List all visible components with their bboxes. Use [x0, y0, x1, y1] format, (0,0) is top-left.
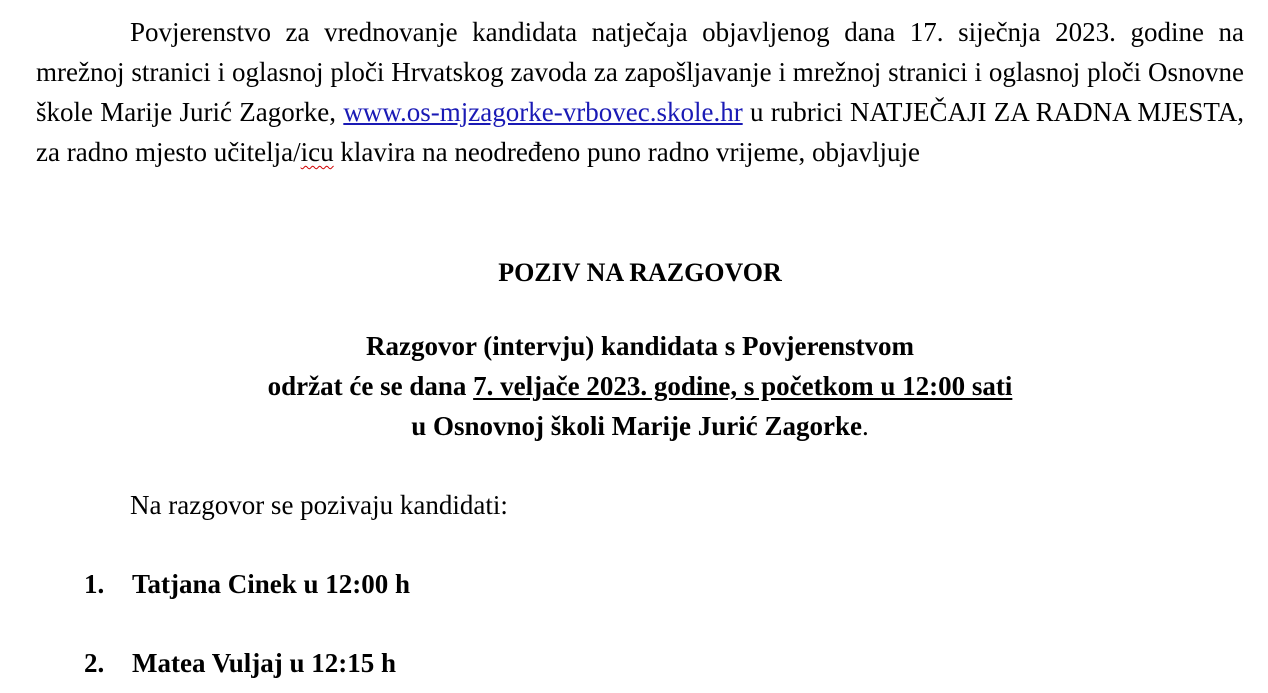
intro-paragraph [36, 12, 1244, 172]
intro-text-part2: u rubrici NATJEČAJI ZA RADNA MJESTA, za radno mjesto učitelja/ [36, 97, 1245, 167]
details-date-time: 7. veljače 2023. godine, s početkom u 12:00 sati [473, 371, 1013, 401]
details-line-1: Razgovor (intervju) kandidata s Povjerenstvom [366, 331, 914, 361]
details-line-2 [36, 366, 1244, 406]
intro-text-part3: klavira na neodređeno puno radno vrijeme, objavljuje [333, 137, 920, 167]
list-item [84, 564, 410, 604]
list-item [84, 643, 396, 683]
page-title: POZIV NA RAZGOVOR [498, 258, 782, 287]
invite-text: Na razgovor se pozivaju kandidati: [130, 490, 508, 520]
spellcheck-flagged-word: icu [300, 137, 334, 167]
details-location-period: . [862, 411, 869, 441]
details-line-3 [36, 406, 1244, 446]
candidate-entry: Matea Vuljaj u 12:15 h [132, 648, 397, 678]
school-website-link[interactable]: www.os-mjzagorke-vrbovec.skole.hr [343, 97, 743, 127]
details-date-prefix: održat će se dana [267, 371, 474, 401]
interview-details [36, 326, 1244, 446]
list-item-number: 2. [84, 648, 105, 678]
list-item-number: 1. [84, 569, 105, 599]
details-location: u Osnovnoj školi Marije Jurić Zagorke [411, 411, 862, 441]
candidate-entry: Tatjana Cinek u 12:00 h [132, 569, 411, 599]
intro-text-part1: Povjerenstvo za vrednovanje kandidata natječaja objavljenog dana 17. siječnja 2023. godine na mrežnoj stranici i oglasnoj ploči Hrvatskog zavoda za zapošljavanje i mrežnoj stranici i oglasnoj ploči Osnovne škole Marije Jurić Zagorke, [36, 17, 1244, 127]
